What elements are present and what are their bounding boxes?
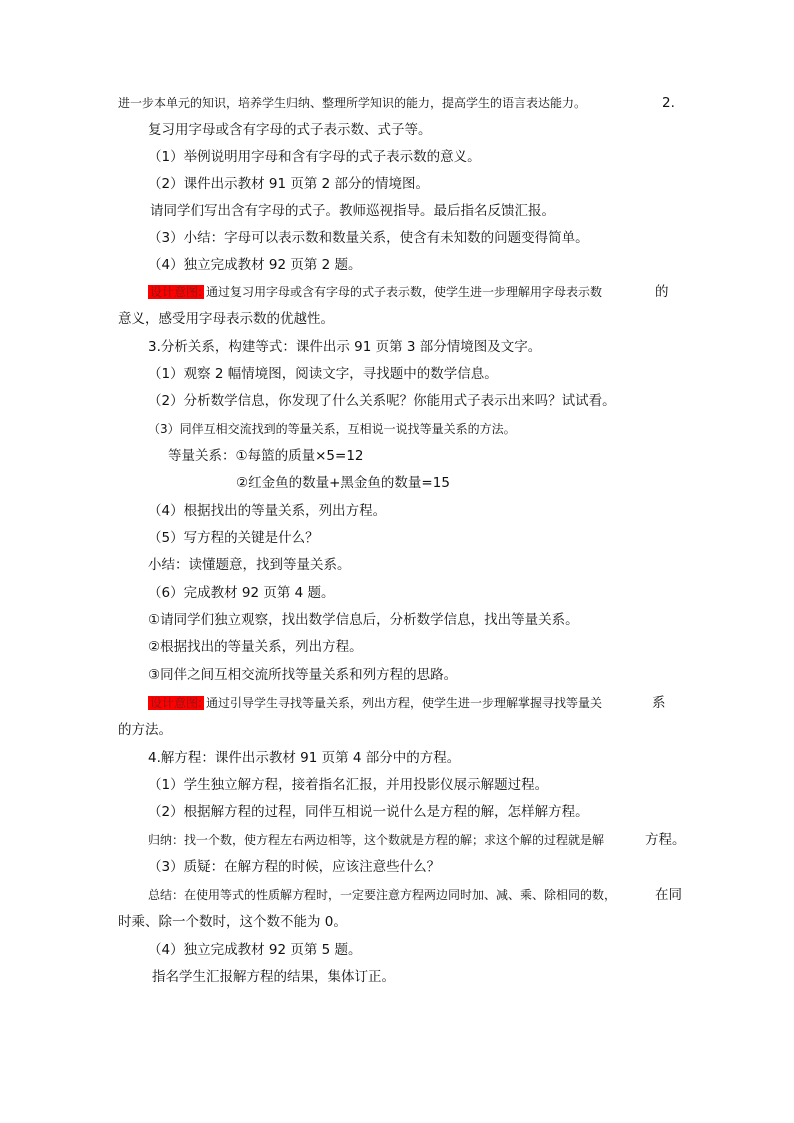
design-intent-line: 设计意图: 通过复习用字母或含有字母的式子表示数，使学生进一步理解用字母表示数: [150, 285, 603, 299]
text-line: 指名学生汇报解方程的结果，集体订正。: [152, 969, 395, 985]
text-line: 2.: [662, 95, 675, 111]
text-line: 方程。: [645, 832, 686, 848]
text-line: 进一步本单元的知识，培养学生归纳、整理所学知识的能力，提高学生的语言表达能力。: [118, 96, 587, 110]
text-line: 小结：读懂题意，找到等量关系。: [148, 557, 351, 573]
text-line: 3.分析关系，构建等式：课件出示 91 页第 3 部分情境图及文字。: [148, 339, 542, 355]
design-intent-label: 设计意图:: [150, 285, 203, 299]
text-line: 时乘、除一个数时，这个数不能为 0。: [118, 914, 347, 930]
text-line: （2）分析数学信息，你发现了什么关系呢？你能用式子表示出来吗？试试看。: [148, 393, 616, 409]
text-line: 系: [652, 695, 666, 711]
design-intent-label: 设计意图:: [150, 696, 203, 710]
design-intent-line: 设计意图: 通过引导学生寻找等量关系，列出方程，使学生进一步理解掌握寻找等量关: [150, 696, 603, 710]
text-line: （4）独立完成教材 92 页第 2 题。: [148, 257, 362, 273]
text-line: （4）独立完成教材 92 页第 5 题。: [148, 942, 362, 958]
text-line: （1）学生独立解方程，接着指名汇报，并用投影仪展示解题过程。: [148, 777, 549, 793]
text-line: ①请同学们独立观察，找出数学信息后，分析数学信息，找出等量关系。: [148, 612, 579, 628]
text-line: 总结：在使用等式的性质解方程时，一定要注意方程两边同时加、减、乘、除相同的数，: [148, 888, 617, 902]
text-line: ②根据找出的等量关系，列出方程。: [148, 639, 363, 655]
text-line: 在同: [655, 887, 682, 903]
text-line: 的: [655, 284, 669, 300]
text-line: （2）根据解方程的过程，同伴互相说一说什么是方程的解，怎样解方程。: [148, 804, 589, 820]
text-line: ③同伴之间互相交流所找等量关系和列方程的思路。: [148, 667, 458, 683]
text-line: （2）课件出示教材 91 页第 2 部分的情境图。: [148, 176, 430, 192]
text-line: （3）质疑：在解方程的时候，应该注意些什么？: [148, 859, 441, 875]
text-line: （4）根据找出的等量关系，列出方程。: [148, 503, 387, 519]
text-line: （6）完成教材 92 页第 4 题。: [148, 585, 335, 601]
text-line: 的方法。: [118, 722, 172, 738]
text-line: （3）小结：字母可以表示数和数量关系，使含有未知数的问题变得简单。: [148, 230, 589, 246]
text-line: 归纳：找一个数，使方程左右两边相等，这个数就是方程的解；求这个解的过程就是解: [148, 833, 605, 847]
text-line: 复习用字母或含有字母的式子表示数、式子等。: [148, 122, 432, 138]
text-line: 意义，感受用字母表示数的优越性。: [118, 311, 334, 327]
equation-line: ②红金鱼的数量+黑金鱼的数量=15: [236, 475, 450, 491]
text-line: （5）写方程的关键是什么？: [148, 530, 319, 546]
equation-line: 等量关系：①每篮的质量×5=12: [168, 448, 364, 464]
text-line: （1）举例说明用字母和含有字母的式子表示数的意义。: [148, 149, 481, 165]
text-line: 4.解方程：课件出示教材 91 页第 4 部分中的方程。: [148, 750, 461, 766]
text-line: （3）同伴互相交流找到的等量关系，互相说一说找等量关系的方法。: [148, 422, 516, 436]
text-line: （1）观察 2 幅情境图，阅读文字，寻找题中的数学信息。: [148, 366, 498, 382]
text-line: 请同学们写出含有字母的式子。教师巡视指导。最后指名反馈汇报。: [150, 203, 555, 219]
